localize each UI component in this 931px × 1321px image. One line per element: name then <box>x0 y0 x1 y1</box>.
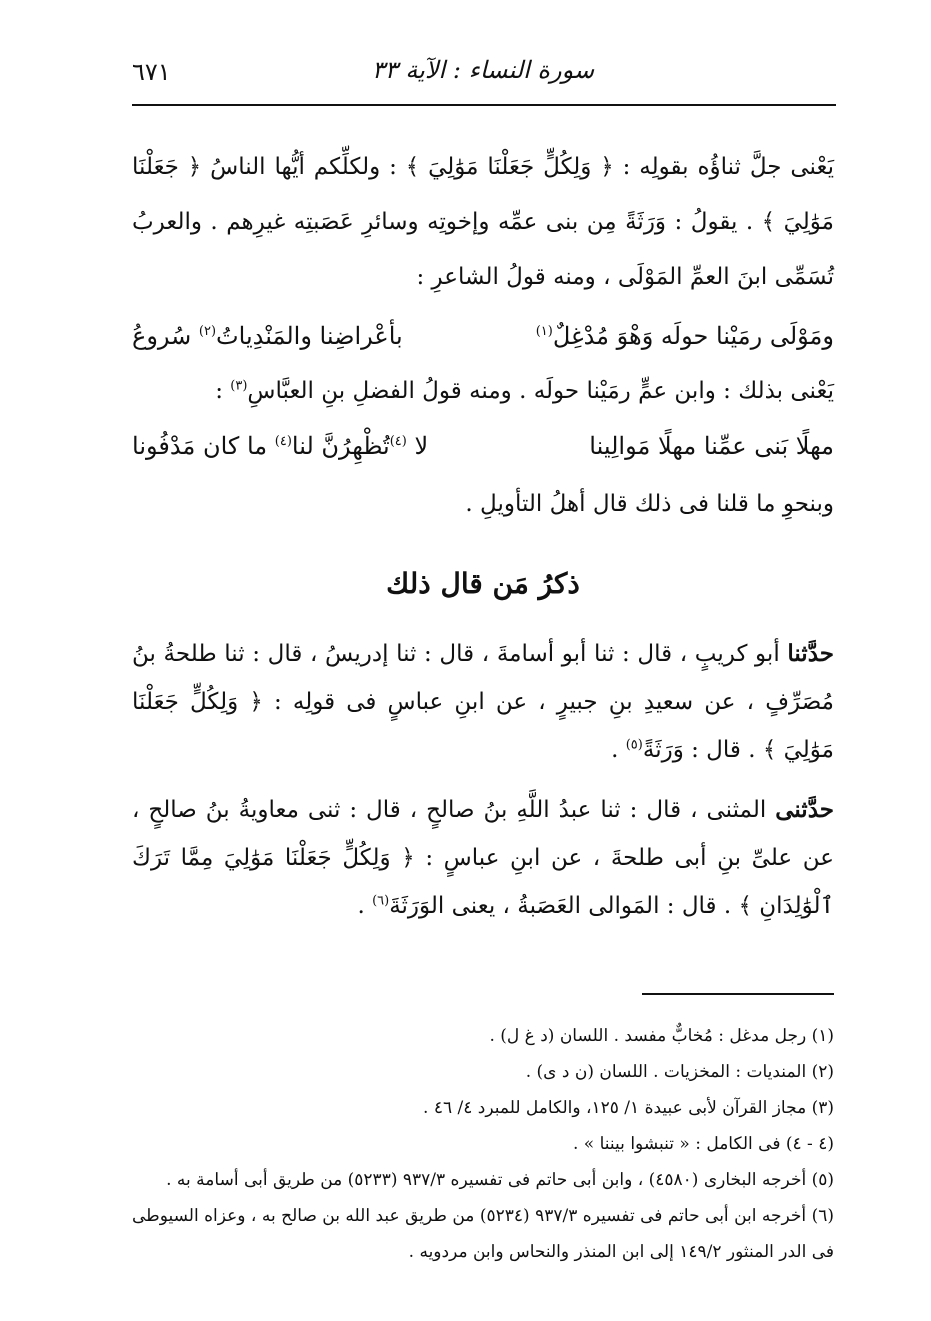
hadith-1: حدَّثنا أبو كريبٍ ، قال : ثنا أبو أسامةَ ، قال : ثنا إدريسُ ، قال : ثنا طلحةُ بنُ مُصَرِّفٍ ، عن سعيدِ بنِ جبيرٍ ، عن ابنِ عباسٍ فى قولِه : ﴿ وَلِكُلٍّ جَعَلْنَا مَوَٰلِيَ ﴾ . قال : وَرَثَةً$^{(٥)}$ . <box>132 640 834 763</box>
footnote-3: (٣) مجاز القرآن لأبى عبيدة ١/ ١٢٥، والكامل للمبرد ٤/ ٤٦ . <box>423 1098 834 1118</box>
paragraph-intro: يَعْنى جلَّ ثناؤُه بقولِه : ﴿ وَلِكُلٍّ جَعَلْنَا مَوَٰلِيَ ﴾ : ولكلِّكم أيُّها الناسُ ﴿ جَعَلْنَا مَوَٰلِيَ ﴾ . يقولُ : وَرَثَةً مِن بنى عمِّه وإخوتِه وسائرِ عَصَبتِه غيرِهم . والعربُ تُسَمِّى ابنَ العمِّ المَوْلَى ، ومنه قولُ الشاعرِ : <box>132 154 834 290</box>
footnote-6: (٦) أخرجه ابن أبى حاتم فى تفسيره ٩٣٧/٣ (٥٢٣٤) من طريق عبد الله بن صالح به ، وعزاه السيوطى فى الدر المنثور ١٤٩/٢ إلى ابن المنذر والنحاس وابن مردويه . <box>132 1206 834 1262</box>
paragraph-gap <box>132 774 834 786</box>
main-text <box>132 140 834 930</box>
footnote-marker-5[interactable]: (٥) <box>625 737 643 753</box>
footnote-rule <box>642 993 834 995</box>
page-header <box>132 52 834 96</box>
section-heading: ذكرُ مَن قال ذلك <box>386 567 580 600</box>
footnote-marker-1[interactable]: (١) <box>535 324 553 339</box>
hadith-2: حدَّثنى المثنى ، قال : ثنا عبدُ اللَّهِ بنُ صالحٍ ، قال : ثنى معاويةُ بنُ صالحٍ ، عن علىِّ بنِ أبى طلحةَ ، عن ابنِ عباسٍ : ﴿ وَلِكُلٍّ جَعَلْنَا مَوَٰلِيَ مِمَّا تَرَكَ ٱلْوَٰلِدَانِ ﴾ . قال : المَوالى العَصَبةُ ، يعنى الوَرَثَةَ$^{(٦)}$ . <box>132 796 834 919</box>
header-rule <box>132 104 836 106</box>
footnote-2: (٢) المنديات : المخزيات . اللسان (ن د ى) . <box>525 1062 834 1082</box>
running-title: سورة النساء : الآية ٣٣ <box>371 56 595 84</box>
footnote-marker-6[interactable]: (٦) <box>372 893 390 909</box>
footnote-5: (٥) أخرجه البخارى (٤٥٨٠) ، وابن أبى حاتم فى تفسيره ٩٣٧/٣ (٥٢٣٣) من طريق أبى أسامة به . <box>166 1170 834 1190</box>
poem-verse-2 <box>132 415 834 477</box>
footnote-marker-4b[interactable]: (٤) <box>274 434 292 449</box>
paragraph-explanation: يَعْنى بذلك : وابن عمٍّ رمَيْنا حولَه . ومنه قولُ الفضلِ بنِ العبَّاسِ$^{(٣)}$ : <box>215 378 834 404</box>
paragraph-conclusion: وبنحوِ ما قلنا فى ذلك قال أهلُ التأويلِ . <box>465 491 834 517</box>
verse-1-first-hemistich: ومَوْلَى رمَيْنا حولَه وَهْوَ مُدْغِلٌ$^{(١)}$ <box>535 322 834 350</box>
verse-1-second-hemistich: بأعْراضِنا والمَنْدِياتُ$^{(٢)}$ سُروعُ <box>132 322 403 350</box>
verse-2-second-hemistich: لا $^{(٤)}$تُظْهِرُنَّ لنا$^{(٤)}$ ما كان مَدْفُونا <box>132 432 429 460</box>
verse-2-first-hemistich: مهلًا بَنى عمِّنا مهلًا مَوالِينا <box>589 432 834 460</box>
footnote-4: (٤ - ٤) فى الكامل : « تنبشوا بيننا » . <box>573 1134 834 1154</box>
hadith-2-lead: حدَّثنى <box>775 796 834 823</box>
footnotes <box>132 1018 834 1270</box>
poem-verse-1 <box>132 305 834 367</box>
footnote-marker-3[interactable]: (٣) <box>230 378 248 394</box>
footnote-marker-2[interactable]: (٢) <box>198 324 217 339</box>
footnote-marker-4a[interactable]: (٤) <box>389 434 407 449</box>
hadith-1-lead: حدَّثنا <box>787 640 834 667</box>
footnote-1: (١) رجل مدغل : مُخابٌّ مفسد . اللسان (د غ ل) . <box>489 1026 834 1046</box>
page-number: ٦٧١ <box>132 58 171 86</box>
